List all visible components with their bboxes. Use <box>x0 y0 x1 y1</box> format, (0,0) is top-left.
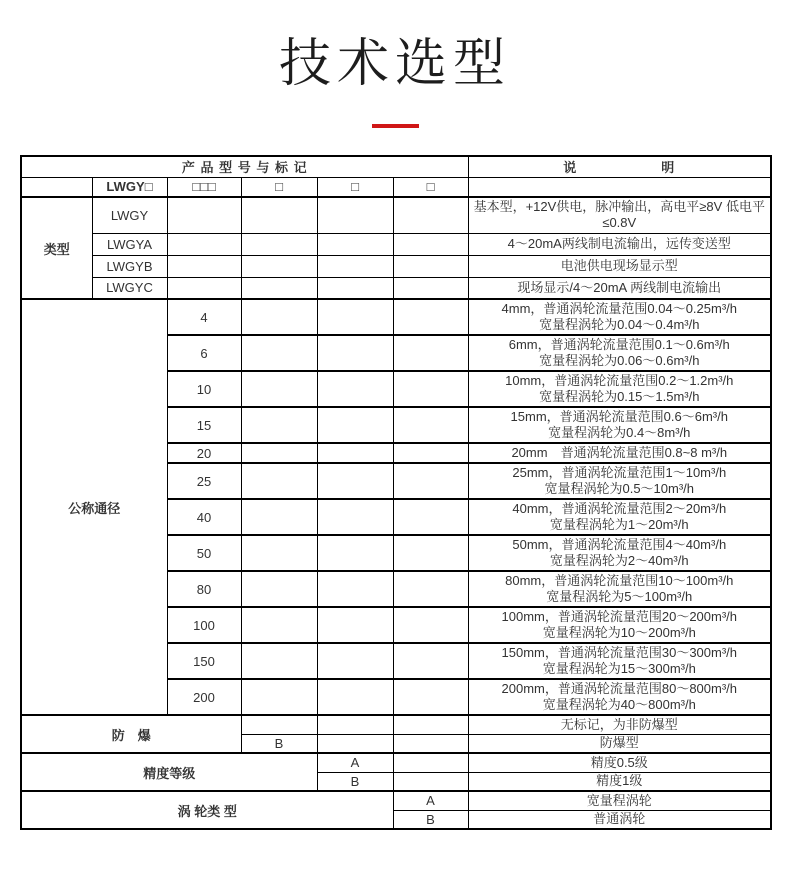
empty-cell <box>241 255 317 277</box>
diameter-desc-line2: 宽量程涡轮为10～200m³/h <box>542 625 696 640</box>
empty-cell <box>393 277 468 299</box>
empty-cell <box>167 277 241 299</box>
type-code: LWGYA <box>92 233 167 255</box>
accuracy-desc: 精度1级 <box>468 772 771 791</box>
empty-cell <box>317 535 393 571</box>
type-desc: 电池供电现场显示型 <box>468 255 771 277</box>
empty-cell <box>317 499 393 535</box>
empty-cell <box>393 535 468 571</box>
diameter-size: 200 <box>167 679 241 715</box>
diameter-size: 50 <box>167 535 241 571</box>
empty-cell <box>393 299 468 335</box>
header-product-model: 产 品 型 号 与 标 记 <box>21 156 468 177</box>
empty-cell <box>241 335 317 371</box>
empty-cell <box>393 679 468 715</box>
empty-cell <box>393 571 468 607</box>
diameter-desc <box>468 643 771 679</box>
empty-cell <box>393 463 468 499</box>
diameter-desc-line1: 80mm，普通涡轮流量范围10～100m³/h <box>505 573 734 588</box>
diameter-desc <box>468 679 771 715</box>
spec-table <box>20 155 772 830</box>
empty-cell <box>317 734 393 753</box>
diameter-desc <box>468 535 771 571</box>
empty-cell <box>317 715 393 734</box>
empty-cell <box>317 463 393 499</box>
diameter-desc <box>468 443 771 463</box>
header-description: 说 明 <box>468 156 771 177</box>
empty-cell <box>241 679 317 715</box>
empty-cell <box>317 233 393 255</box>
turbine-code: B <box>393 810 468 829</box>
empty-cell <box>393 407 468 443</box>
page-title: 技术选型 <box>278 35 511 93</box>
diameter-desc-line1: 50mm，普通涡轮流量范围4～40m³/h <box>512 537 727 552</box>
empty-cell <box>317 407 393 443</box>
empty-cell <box>241 499 317 535</box>
diameter-desc <box>468 499 771 535</box>
diameter-size: 15 <box>167 407 241 443</box>
type-desc: 4～20mA两线制电流输出，远传变送型 <box>468 233 771 255</box>
empty-cell <box>317 277 393 299</box>
empty-cell <box>317 197 393 233</box>
empty-cell <box>21 177 92 197</box>
diameter-size: 25 <box>167 463 241 499</box>
diameter-size: 10 <box>167 371 241 407</box>
empty-cell <box>393 734 468 753</box>
diameter-desc <box>468 571 771 607</box>
diameter-size: 6 <box>167 335 241 371</box>
diameter-desc-line1: 6mm，普通涡轮流量范围0.1～0.6m³/h <box>508 337 730 352</box>
model-prefix: LWGY□ <box>92 177 167 197</box>
empty-cell <box>241 407 317 443</box>
empty-cell <box>393 233 468 255</box>
empty-cell <box>241 299 317 335</box>
type-code: LWGYC <box>92 277 167 299</box>
diameter-desc-line1: 4mm，普通涡轮流量范围0.04～0.25m³/h <box>501 301 738 316</box>
type-desc: 基本型，+12V供电，脉冲输出，高电平≥8V 低电平≤0.8V <box>468 197 771 233</box>
empty-cell <box>393 643 468 679</box>
type-code: LWGY <box>92 197 167 233</box>
diameter-desc-line2: 宽量程涡轮为15～300m³/h <box>542 661 696 676</box>
diameter-desc-line2: 宽量程涡轮为0.15～1.5m³/h <box>539 389 700 404</box>
diameter-size: 80 <box>167 571 241 607</box>
explosion-code <box>241 715 317 734</box>
type-code: LWGYB <box>92 255 167 277</box>
title-accent-bar <box>372 124 419 128</box>
empty-cell <box>241 607 317 643</box>
diameter-size: 100 <box>167 607 241 643</box>
empty-cell <box>317 299 393 335</box>
empty-cell <box>241 371 317 407</box>
empty-cell <box>393 715 468 734</box>
turbine-desc: 普通涡轮 <box>468 810 771 829</box>
model-box: □ <box>393 177 468 197</box>
diameter-desc-line1: 20mm 普通涡轮流量范围0.8~8 m³/h <box>511 445 728 460</box>
accuracy-code: A <box>317 753 393 772</box>
empty-cell <box>241 443 317 463</box>
explosion-desc: 无标记，为非防爆型 <box>468 715 771 734</box>
diameter-desc <box>468 407 771 443</box>
type-desc: 现场显示/4～20mA 两线制电流输出 <box>468 277 771 299</box>
diameter-desc-line2: 宽量程涡轮为0.4～8m³/h <box>548 425 691 440</box>
turbine-desc: 宽量程涡轮 <box>468 791 771 810</box>
section-label-diameter: 公称通径 <box>21 299 167 715</box>
diameter-desc-line1: 150mm，普通涡轮流量范围30～300m³/h <box>501 645 738 660</box>
empty-cell <box>317 607 393 643</box>
section-label-explosion: 防 爆 <box>21 715 241 753</box>
model-box: □ <box>241 177 317 197</box>
diameter-desc-line2: 宽量程涡轮为1～20m³/h <box>549 517 689 532</box>
model-box-triple: □□□ <box>167 177 241 197</box>
empty-cell <box>393 443 468 463</box>
accuracy-desc: 精度0.5级 <box>468 753 771 772</box>
empty-cell <box>317 255 393 277</box>
empty-cell <box>393 197 468 233</box>
empty-cell <box>167 255 241 277</box>
empty-cell <box>167 197 241 233</box>
diameter-desc <box>468 335 771 371</box>
empty-cell <box>241 463 317 499</box>
diameter-desc-line2: 宽量程涡轮为2～40m³/h <box>549 553 689 568</box>
empty-cell <box>317 679 393 715</box>
empty-cell <box>241 643 317 679</box>
diameter-desc-line1: 40mm，普通涡轮流量范围2～20m³/h <box>512 501 727 516</box>
explosion-code: B <box>241 734 317 753</box>
empty-cell <box>393 335 468 371</box>
diameter-desc-line2: 宽量程涡轮为0.5～10m³/h <box>544 481 695 496</box>
diameter-desc-line2: 宽量程涡轮为5～100m³/h <box>546 589 693 604</box>
empty-cell <box>241 535 317 571</box>
empty-cell <box>393 772 468 791</box>
empty-cell <box>317 371 393 407</box>
empty-cell <box>317 571 393 607</box>
explosion-desc: 防爆型 <box>468 734 771 753</box>
empty-cell <box>468 177 771 197</box>
diameter-size: 150 <box>167 643 241 679</box>
empty-cell <box>393 371 468 407</box>
diameter-desc-line2: 宽量程涡轮为0.04～0.4m³/h <box>539 317 700 332</box>
diameter-desc <box>468 371 771 407</box>
diameter-desc-line2: 宽量程涡轮为0.06～0.6m³/h <box>539 353 700 368</box>
empty-cell <box>241 277 317 299</box>
diameter-size: 4 <box>167 299 241 335</box>
diameter-desc-line2: 宽量程涡轮为40～800m³/h <box>542 697 696 712</box>
diameter-desc-line1: 15mm，普通涡轮流量范围0.6～6m³/h <box>510 409 728 424</box>
empty-cell <box>241 197 317 233</box>
diameter-desc <box>468 607 771 643</box>
empty-cell <box>317 643 393 679</box>
empty-cell <box>393 499 468 535</box>
empty-cell <box>393 255 468 277</box>
section-label-accuracy: 精度等级 <box>21 753 317 791</box>
turbine-code: A <box>393 791 468 810</box>
diameter-size: 40 <box>167 499 241 535</box>
section-label-turbine: 涡 轮类 型 <box>21 791 393 829</box>
diameter-desc-line1: 25mm，普通涡轮流量范围1～10m³/h <box>512 465 727 480</box>
empty-cell <box>317 443 393 463</box>
diameter-desc <box>468 463 771 499</box>
empty-cell <box>393 607 468 643</box>
empty-cell <box>241 571 317 607</box>
accuracy-code: B <box>317 772 393 791</box>
empty-cell <box>317 335 393 371</box>
empty-cell <box>167 233 241 255</box>
diameter-size: 20 <box>167 443 241 463</box>
diameter-desc <box>468 299 771 335</box>
empty-cell <box>241 233 317 255</box>
empty-cell <box>393 753 468 772</box>
diameter-desc-line1: 100mm，普通涡轮流量范围20～200m³/h <box>501 609 738 624</box>
diameter-desc-line1: 10mm，普通涡轮流量范围0.2～1.2m³/h <box>505 373 734 388</box>
model-box: □ <box>317 177 393 197</box>
section-label-type: 类型 <box>21 197 92 299</box>
diameter-desc-line1: 200mm，普通涡轮流量范围80～800m³/h <box>501 681 738 696</box>
